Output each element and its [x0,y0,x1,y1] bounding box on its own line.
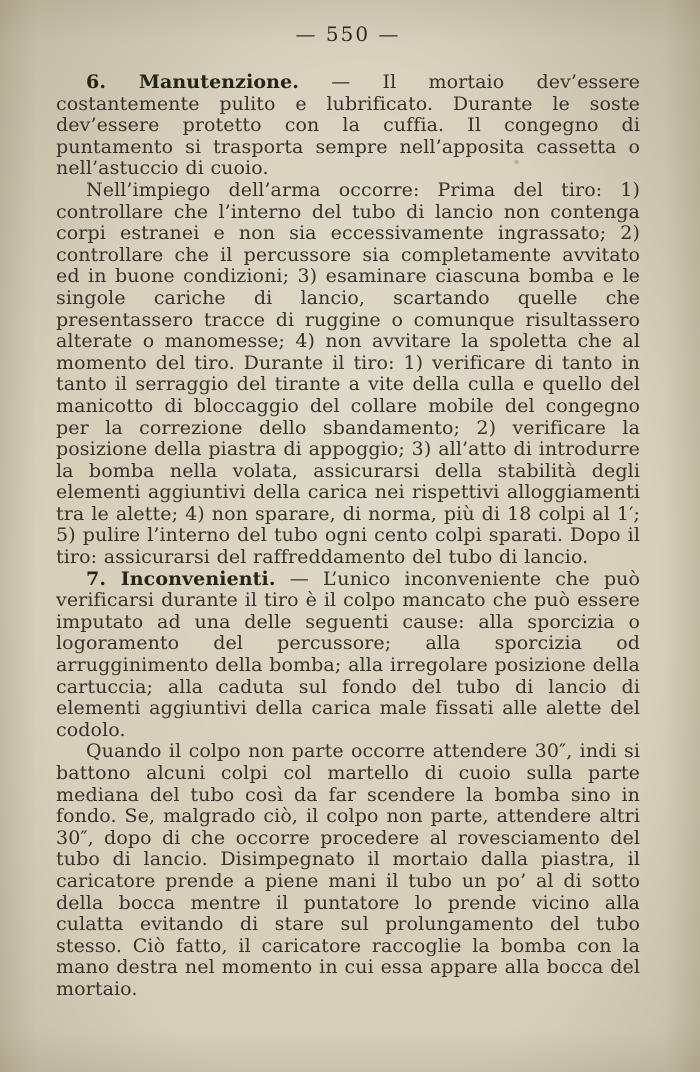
paragraph-usage-rules [56,180,640,569]
section-6-heading: 6. Manutenzione. [86,71,299,93]
section-6-separator: — [298,71,383,93]
section-6-body: Il mortaio dev’essere costantemente pulito e lubrificato. Durante le soste dev’essere protetto con la cuffia. Il congegno di puntamento si trasporta sempre nell’apposita cassetta o nell’astuccio di cuoio. [56,71,640,180]
paragraph-misfire-procedure [56,741,640,1000]
scan-speck [120,466,123,468]
paragraph-usage-rules-body: Nell’impiego dell’arma occorre: Prima del tiro: 1) controllare che l’interno del tubo di lancio non contenga corpi estranei e non sia eccessivamente ingrassato; 2) controllare che il percussore sia completamente avvitato ed in buone condizioni; 3) esaminare ciascuna bomba e le singole cariche di lancio, scartando quelle che presentassero tracce di ruggine o comunque risultassero alterate o manomesse; 4) non avvitare la spoletta che al momento del tiro. Durante il tiro: 1) verificare di tanto in tanto il serraggio del tirante a vite della culla e quello del manicotto di bloccaggio del collare mobile del congegno per la correzione dello sbandamento; 2) verificare la posizione della piastra di appoggio; 3) all’atto di introdurre la bomba nella volata, assicurarsi della stabilità degli elementi aggiuntivi della carica nei rispettivi alloggiamenti tra le alette; 4) non sparare, di norma, più di 18 colpi al 1′; 5) pulire l’interno del tubo ogni cento colpi sparati. Dopo il tiro: assicurarsi del raffreddamento del tubo di lancio. [56,178,640,569]
section-7-separator: — [275,567,323,590]
paragraph-misfire-procedure-body: Quando il colpo non parte occorre attendere 30″, indi si battono alcuni colpi col martello di cuoio sulla parte mediana del tubo così da far scendere la bomba sino in fondo. Se, malgrado ciò, il colpo non parte, attendere altri 30″, dopo di che occorre procedere al rovesciamento del tubo di lancio. Disimpegnato il mortaio dalla piastra, il caricatore prende a piene mani il tubo un po’ al di sotto della bocca mentre il puntatore lo prende vicino alla culatta evitando di stare sul prolungamento del tubo stesso. Ciò fatto, il caricatore raccoglie la bomba con la mano destra nel momento in cui essa appare alla bocca del mortaio. [56,740,640,1000]
scan-speck [438,813,441,816]
page-number: — 550 — [295,22,401,46]
paragraph-section-6 [56,72,640,180]
section-7-heading: 7. Inconvenienti. [86,567,276,590]
scan-speck [514,160,519,164]
section-7-body: L’unico inconveniente che può verificarsi durante il tiro è il colpo mancato che può essere imputato ad una delle seguenti cause: alla sporcizia o logoramento del percussore; alla sporcizia od arrugginimento della bomba; alla irregolare posizione della cartuccia; alla caduta sul fondo del tubo di lancio di elementi aggiuntivi della carica male fissati alle alette del codolo. [56,567,640,741]
paragraph-section-7 [56,569,640,742]
